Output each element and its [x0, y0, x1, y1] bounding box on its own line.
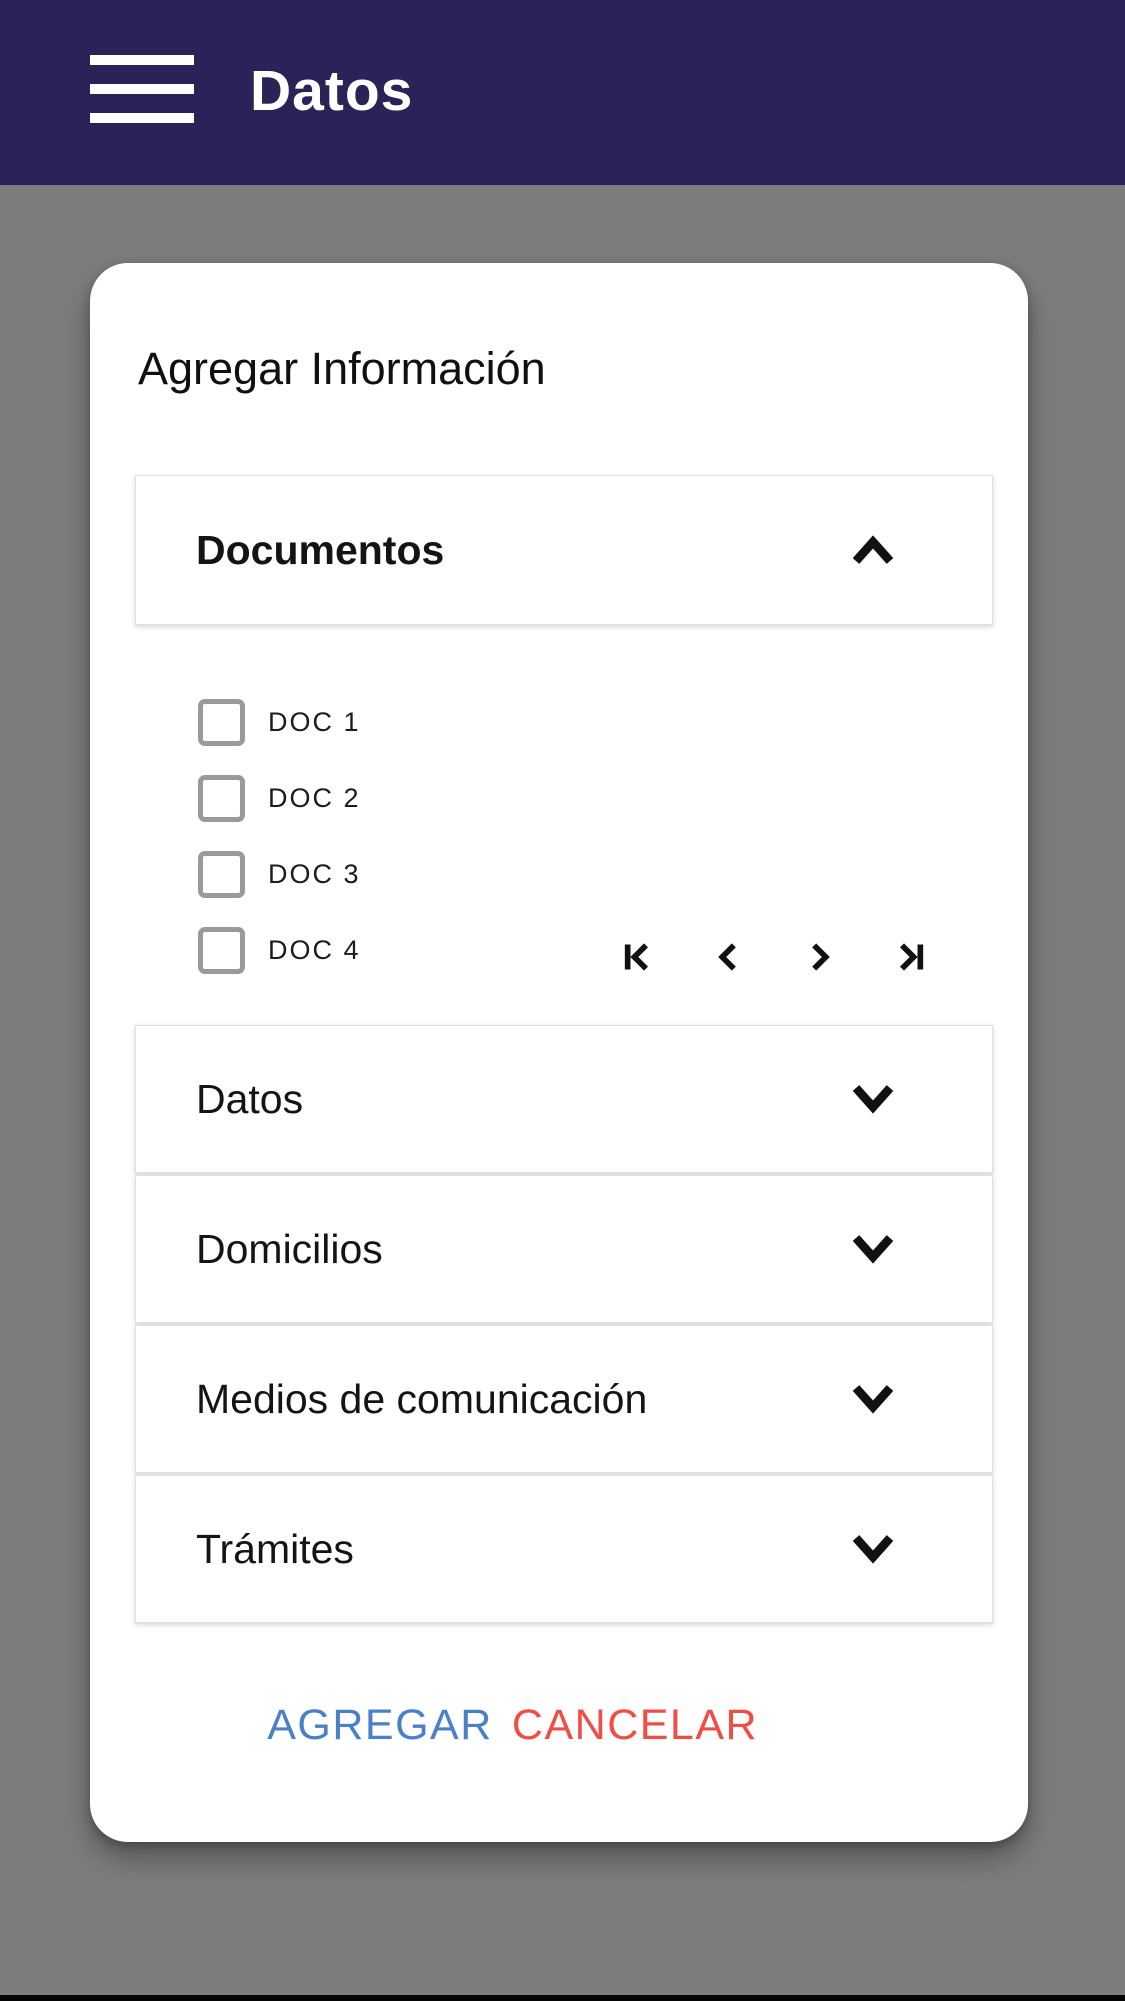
first-page-icon[interactable] — [616, 935, 656, 979]
doc4-checkbox[interactable] — [198, 927, 245, 974]
documents-pagination — [616, 935, 932, 979]
panel-label: Trámites — [196, 1525, 354, 1572]
document-row — [198, 698, 361, 746]
cancelar-button[interactable]: CANCELAR — [490, 1701, 780, 1750]
doc2-label: DOC 2 — [268, 782, 361, 813]
doc2-checkbox[interactable] — [198, 775, 245, 822]
hamburger-menu-icon[interactable] — [90, 55, 194, 123]
expansion-panel-domicilios[interactable] — [135, 1175, 993, 1323]
expansion-panel-datos[interactable] — [135, 1025, 993, 1173]
last-page-icon[interactable] — [892, 935, 932, 979]
document-checkbox-list — [198, 698, 361, 1002]
hamburger-bar — [90, 55, 194, 65]
expansion-panel-documentos[interactable] — [135, 475, 993, 625]
app-bar-title: Datos — [250, 59, 414, 123]
system-bottom-bar — [0, 1995, 1125, 2001]
doc3-checkbox[interactable] — [198, 851, 245, 898]
document-row — [198, 774, 361, 822]
doc3-label: DOC 3 — [268, 858, 361, 889]
expansion-panel-tramites[interactable] — [135, 1475, 993, 1623]
panel-label: Documentos — [196, 526, 445, 573]
dialog-title: Agregar Información — [138, 343, 546, 394]
doc4-label: DOC 4 — [268, 934, 361, 965]
hamburger-bar — [90, 84, 194, 94]
app-bar — [0, 0, 1125, 185]
hamburger-bar — [90, 113, 194, 123]
chevron-down-icon — [849, 1082, 897, 1116]
chevron-down-icon — [849, 1232, 897, 1266]
add-information-dialog — [90, 263, 1028, 1842]
panel-label: Medios de comunicación — [196, 1375, 648, 1422]
doc1-checkbox[interactable] — [198, 699, 245, 746]
expansion-panel-medios-de-comunicacion[interactable] — [135, 1325, 993, 1473]
chevron-down-icon — [849, 1532, 897, 1566]
document-row — [198, 850, 361, 898]
document-row — [198, 926, 361, 974]
chevron-left-icon[interactable] — [708, 935, 748, 979]
chevron-right-icon[interactable] — [800, 935, 840, 979]
agregar-button[interactable]: AGREGAR — [240, 1701, 520, 1750]
doc1-label: DOC 1 — [268, 706, 361, 737]
chevron-up-icon — [849, 533, 897, 567]
chevron-down-icon — [849, 1382, 897, 1416]
panel-label: Domicilios — [196, 1225, 383, 1272]
panel-label: Datos — [196, 1075, 304, 1122]
